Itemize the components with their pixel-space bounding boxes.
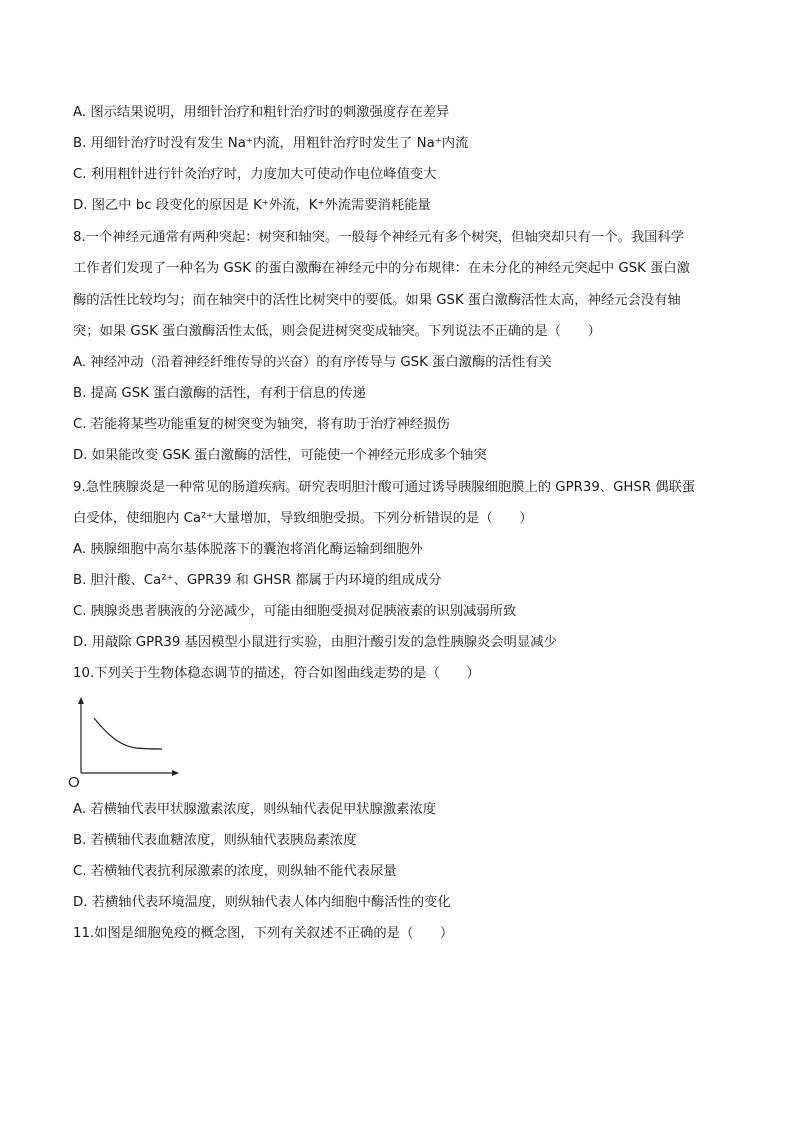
q8-stem-line: 工作者们发现了一种名为 GSK 的蛋白激酶在神经元中的分布规律：在未分化的神经元突起中 GSK 蛋白激: [73, 261, 691, 276]
q10-curve-graph: [64, 694, 184, 790]
q10-option-b: B. 若横轴代表血糖浓度，则纵轴代表胰岛素浓度: [73, 833, 357, 848]
q10-graph-svg: [64, 694, 184, 790]
q8-stem-line: 8.一个神经元通常有两种突起：树突和轴突。一般每个神经元有多个树突，但轴突却只有一个。我国科学: [73, 230, 685, 245]
q8-option-a: A. 神经冲动（沿着神经纤维传导的兴奋）的有序传导与 GSK 蛋白激酶的活性有关: [73, 355, 552, 370]
decreasing-curve: [94, 718, 162, 749]
q7-option-c: C. 利用粗针进行针灸治疗时，力度加大可使动作电位峰值变大: [73, 167, 437, 182]
q8-option-c: C. 若能将某些功能重复的树突变为轴突，将有助于治疗神经损伤: [73, 417, 450, 432]
q7-option-d: D. 图乙中 bc 段变化的原因是 K⁺外流，K⁺外流需要消耗能量: [73, 198, 431, 213]
y-axis-arrow-icon: [78, 697, 84, 704]
q7-option-b: B. 用细针治疗时没有发生 Na⁺内流，用粗针治疗时发生了 Na⁺内流: [73, 136, 469, 151]
q8-stem-line: 突；如果 GSK 蛋白激酶活性太低，则会促进树突变成轴突。下列说法不正确的是（ ）: [73, 324, 601, 339]
q9-stem-line: 白受体，使细胞内 Ca²⁺大量增加，导致细胞受损。下列分析错误的是（ ）: [73, 511, 533, 526]
q9-option-a: A. 胰腺细胞中高尔基体脱落下的囊泡将消化酶运输到细胞外: [73, 542, 423, 557]
q11-stem: 11.如图是细胞免疫的概念图，下列有关叙述不正确的是（ ）: [73, 926, 454, 941]
q9-option-d: D. 用敲除 GPR39 基因模型小鼠进行实验，由胆汁酸引发的急性胰腺炎会明显减少: [73, 635, 557, 650]
q7-option-a: A. 图示结果说明，用细针治疗和粗针治疗时的刺激强度存在差异: [73, 105, 450, 120]
q10-option-c: C. 若横轴代表抗利尿激素的浓度，则纵轴不能代表尿量: [73, 864, 397, 879]
q8-option-d: D. 如果能改变 GSK 蛋白激酶的活性，可能使一个神经元形成多个轴突: [73, 448, 487, 463]
q8-option-b: B. 提高 GSK 蛋白激酶的活性，有利于信息的传递: [73, 386, 366, 401]
x-axis-arrow-icon: [172, 770, 179, 776]
q9-stem-line: 9.急性胰腺炎是一种常见的肠道疾病。研究表明胆汁酸可通过诱导胰腺细胞膜上的 GPR39、GHSR 偶联蛋: [73, 480, 696, 495]
q9-option-b: B. 胆汁酸、Ca²⁺、GPR39 和 GHSR 都属于内环境的组成成分: [73, 573, 442, 588]
q10-stem: 10.下列关于生物体稳态调节的描述，符合如图曲线走势的是（ ）: [73, 666, 480, 681]
q9-option-c: C. 胰腺炎患者胰液的分泌减少，可能由细胞受损对促胰液素的识别减弱所致: [73, 604, 517, 619]
graph-origin-label: O: [68, 774, 80, 790]
q10-option-d: D. 若横轴代表环境温度，则纵轴代表人体内细胞中酶活性的变化: [73, 895, 451, 910]
q10-option-a: A. 若横轴代表甲状腺激素浓度，则纵轴代表促甲状腺激素浓度: [73, 802, 437, 817]
q8-stem-line: 酶的活性比较均匀；而在轴突中的活性比树突中的要低。如果 GSK 蛋白激酶活性太高，神经元会没有轴: [73, 293, 681, 308]
